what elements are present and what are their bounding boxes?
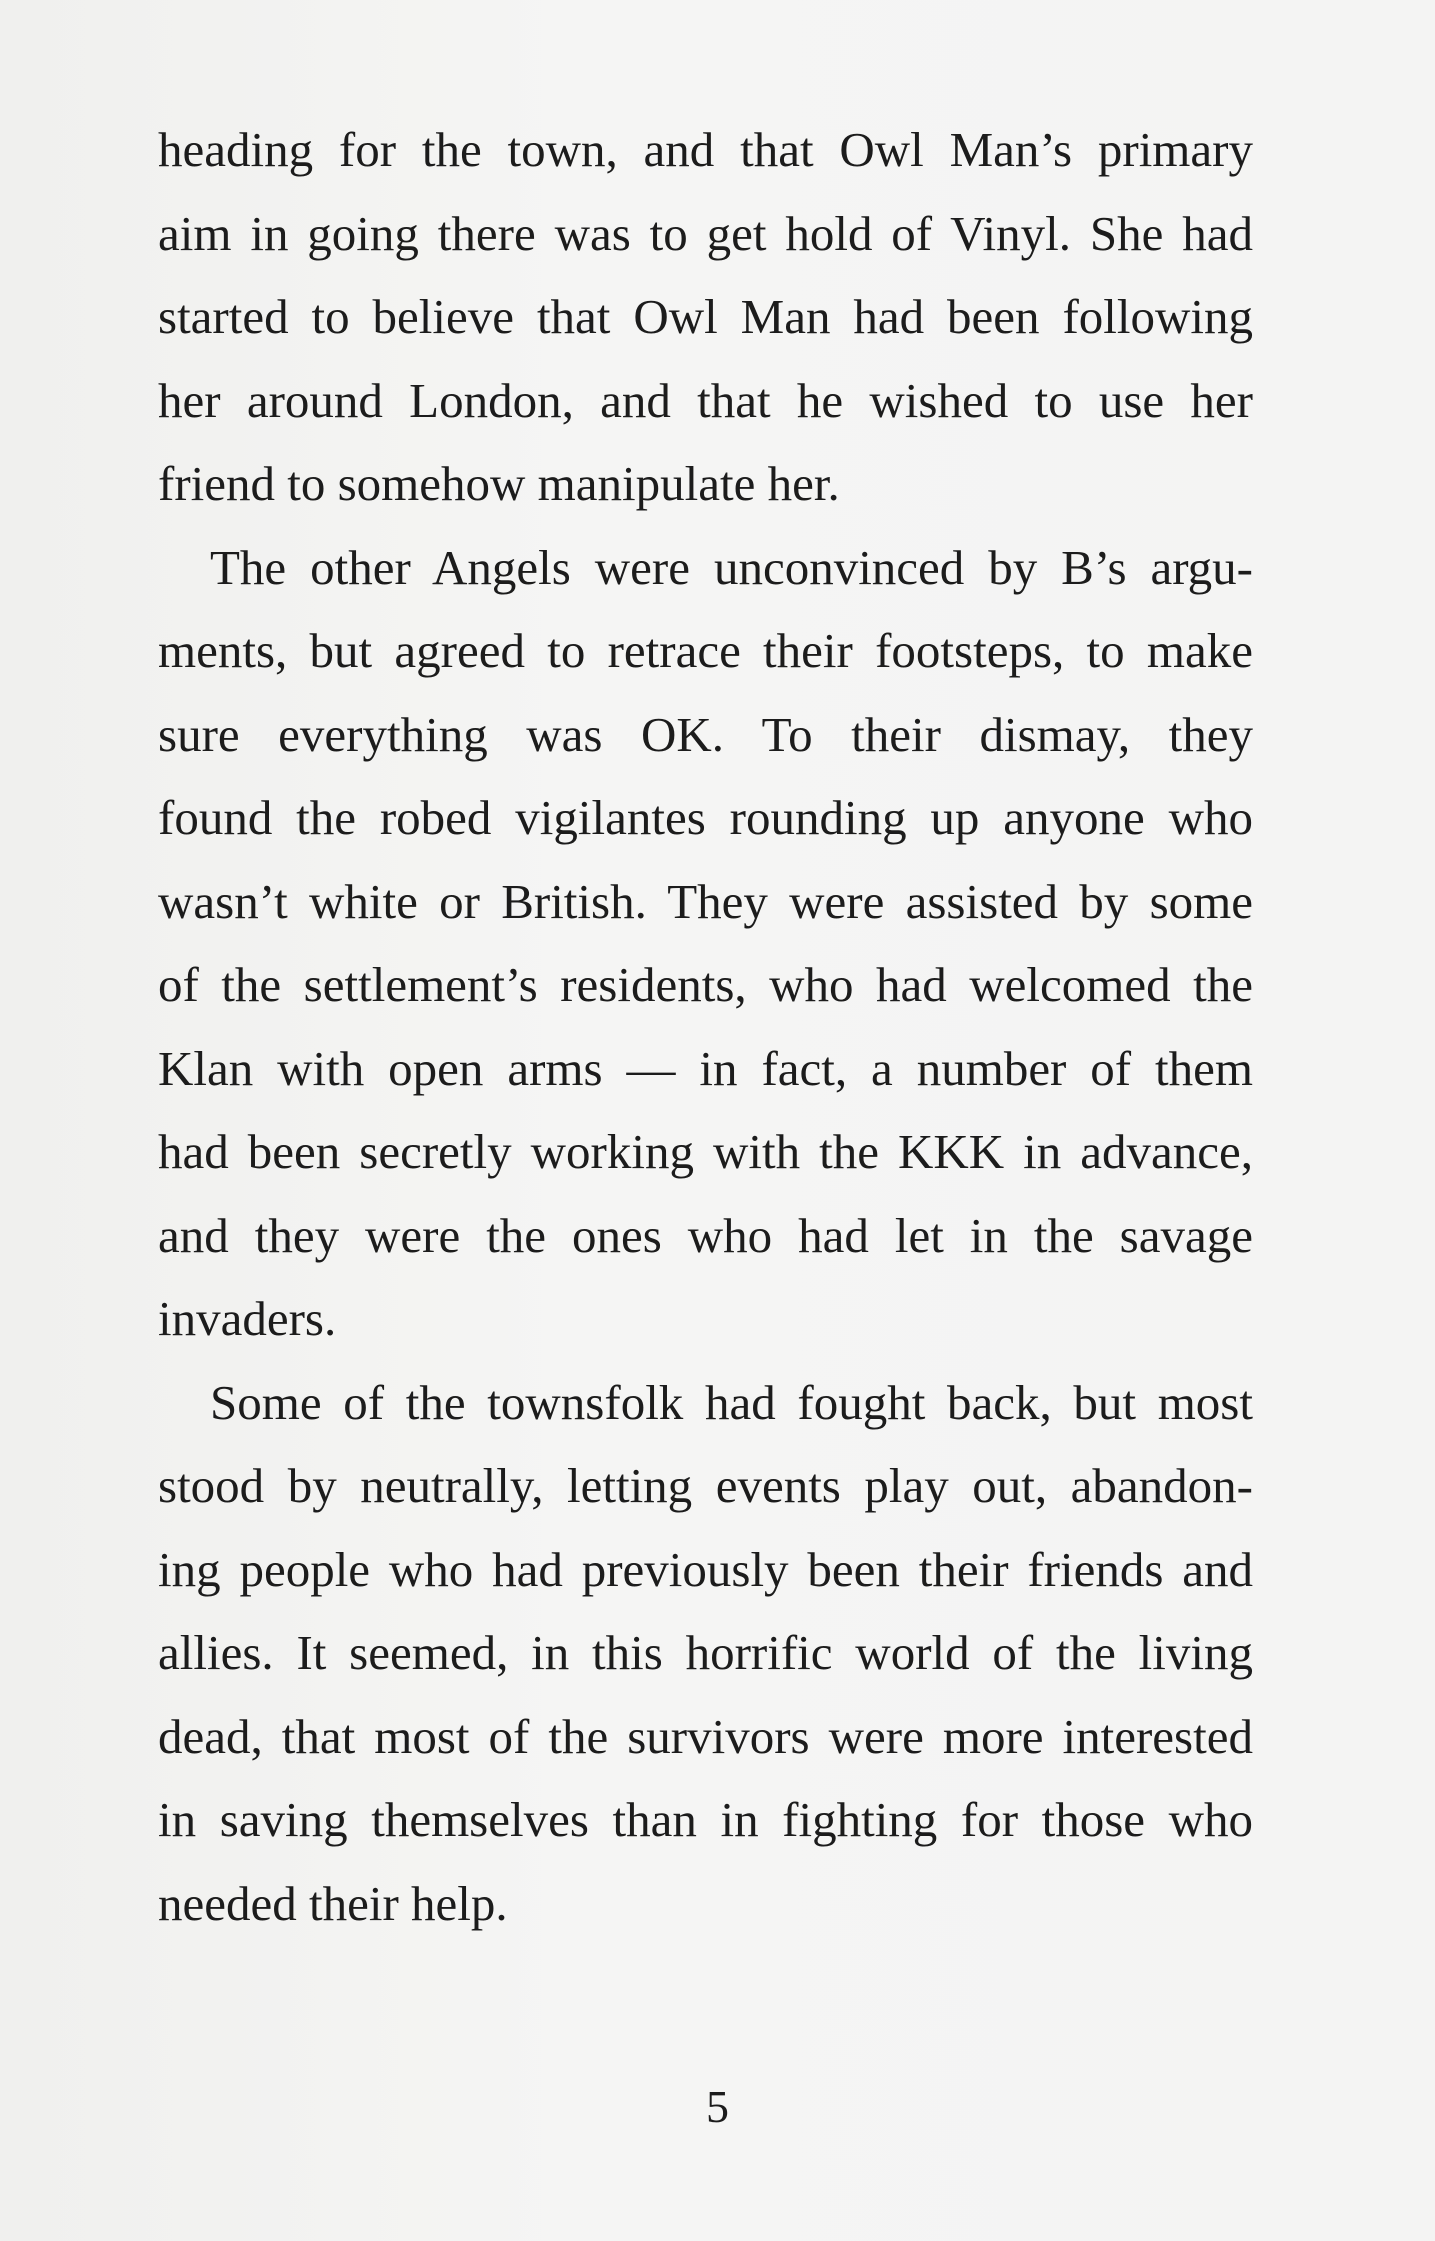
text-line: found the robed vigilantes rounding up anyone who: [158, 790, 1253, 845]
text-line: wasn’t white or British. They were assisted by some: [158, 873, 1253, 929]
text-line: her around London, and that he wished to use her: [158, 372, 1253, 428]
text-line: in saving themselves than in fighting for those who: [158, 1792, 1253, 1847]
text-line: Klan with open arms — in fact, a number of them: [158, 1040, 1253, 1096]
text-line: and they were the ones who had let in the savage: [158, 1207, 1253, 1263]
text-line: dead, that most of the survivors were more interested: [158, 1708, 1253, 1764]
text-line: started to believe that Owl Man had been following: [158, 289, 1253, 344]
paragraph-2: [158, 526, 1253, 1361]
text-line: heading for the town, and that Owl Man’s primary: [158, 122, 1253, 177]
text-line: stood by neutrally, letting events play out, abandon-: [158, 1458, 1253, 1513]
page-number: 5: [706, 2081, 729, 2132]
text-line: ments, but agreed to retrace their footsteps, to make: [158, 623, 1253, 678]
body-text: [158, 108, 1253, 1945]
text-line: ing people who had previously been their friends and: [158, 1541, 1253, 1597]
text-line: needed their help.: [158, 1875, 508, 1931]
text-line: invaders.: [158, 1291, 337, 1346]
text-line: had been secretly working with the KKK in advance,: [158, 1124, 1253, 1179]
paragraph-1: [158, 108, 1253, 526]
text-line: Some of the townsfolk had fought back, but most: [210, 1374, 1253, 1430]
paragraph-3: [158, 1361, 1253, 1946]
text-line: The other Angels were unconvinced by B’s argu-: [210, 539, 1253, 595]
text-line: allies. It seemed, in this horrific world of the living: [158, 1625, 1253, 1680]
text-line: aim in going there was to get hold of Vinyl. She had: [158, 205, 1253, 261]
text-line: sure everything was OK. To their dismay, they: [158, 706, 1253, 762]
text-line: of the settlement’s residents, who had welcomed the: [158, 957, 1253, 1012]
text-line: friend to somehow manipulate her.: [158, 456, 840, 511]
